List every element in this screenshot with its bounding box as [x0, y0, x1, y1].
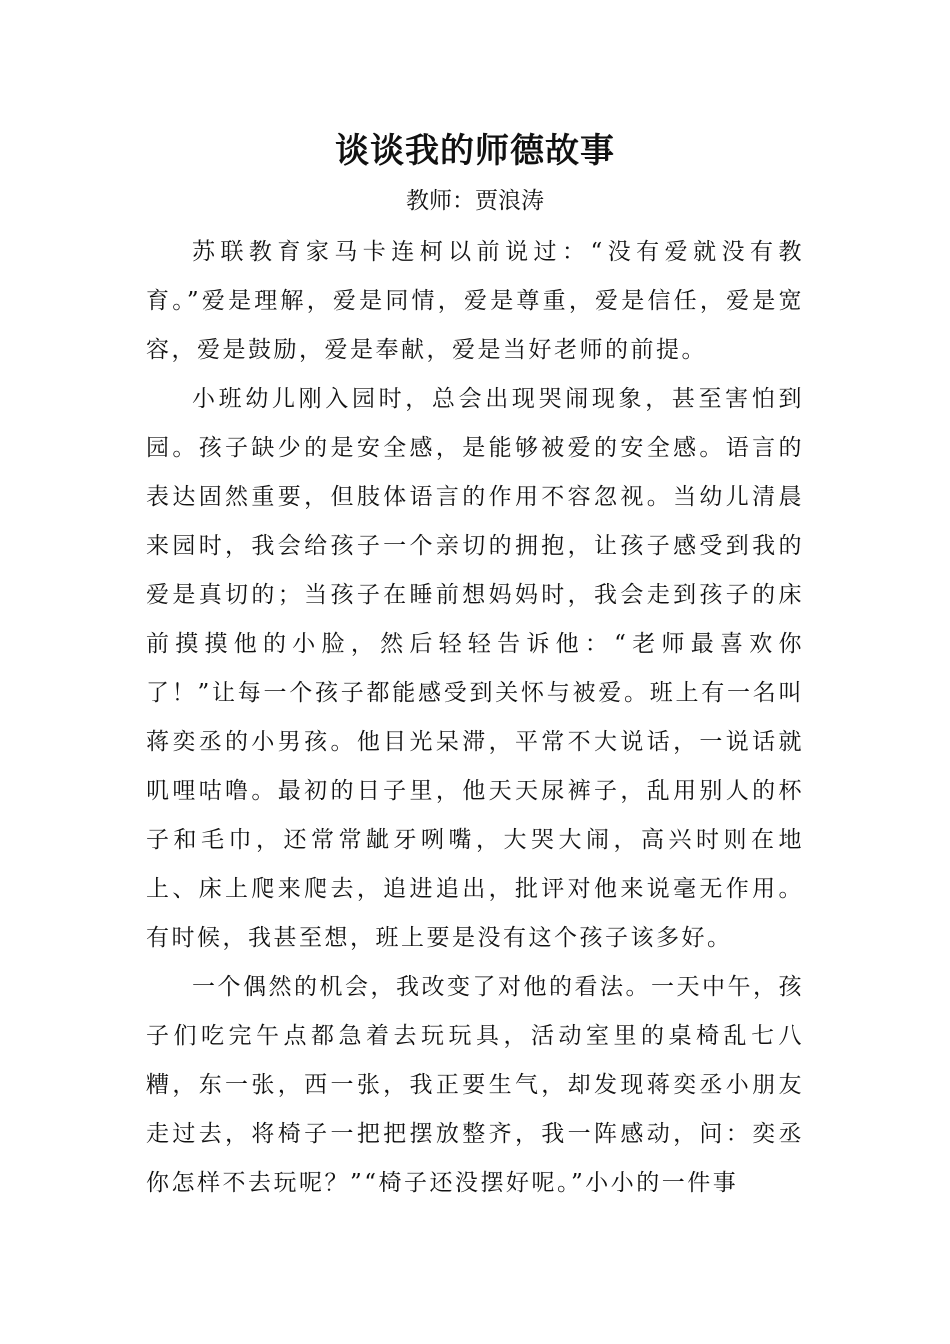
- paragraph-2: 小班幼儿刚入园时，总会出现哭闹现象，甚至害怕到园。孩子缺少的是安全感，是能够被爱的安全感。语言的表达固然重要，但肢体语言的作用不容忽视。当幼儿清晨来园时，我会给孩子一个亲切的拥抱，让孩子感受到我的爱是真切的；当孩子在睡前想妈妈时，我会走到孩子的床前摸摸他的小脸，然后轻轻告诉他：“老师最喜欢你了！”让每一个孩子都能感受到关怀与被爱。班上有一名叫蒋奕丞的小男孩。他目光呆滞，平常不大说话，一说话就叽哩咕噜。最初的日子里，他天天尿裤子，乱用别人的杯子和毛巾，还常常龇牙咧嘴，大哭大闹，高兴时则在地上、床上爬来爬去，追进追出，批评对他来说毫无作用。有时候，我甚至想，班上要是没有这个孩子该多好。: [146, 386, 804, 951]
- document-body: [146, 228, 804, 1208]
- author-line: 教师：贾浪涛: [406, 188, 544, 214]
- document-title: 谈谈我的师德故事: [335, 131, 615, 171]
- paragraph-1: 苏联教育家马卡连柯以前说过：“没有爱就没有教育。”爱是理解，爱是同情，爱是尊重，爱是信任，爱是宽容，爱是鼓励，爱是奉献，爱是当好老师的前提。: [146, 239, 804, 363]
- paragraph-3: 一个偶然的机会，我改变了对他的看法。一天中午，孩子们吃完午点都急着去玩玩具，活动室里的桌椅乱七八糟，东一张，西一张，我正要生气，却发现蒋奕丞小朋友走过去，将椅子一把把摆放整齐，我一阵感动，问：奕丞你怎样不去玩呢？”“椅子还没摆好呢。”小小的一件事: [146, 974, 804, 1196]
